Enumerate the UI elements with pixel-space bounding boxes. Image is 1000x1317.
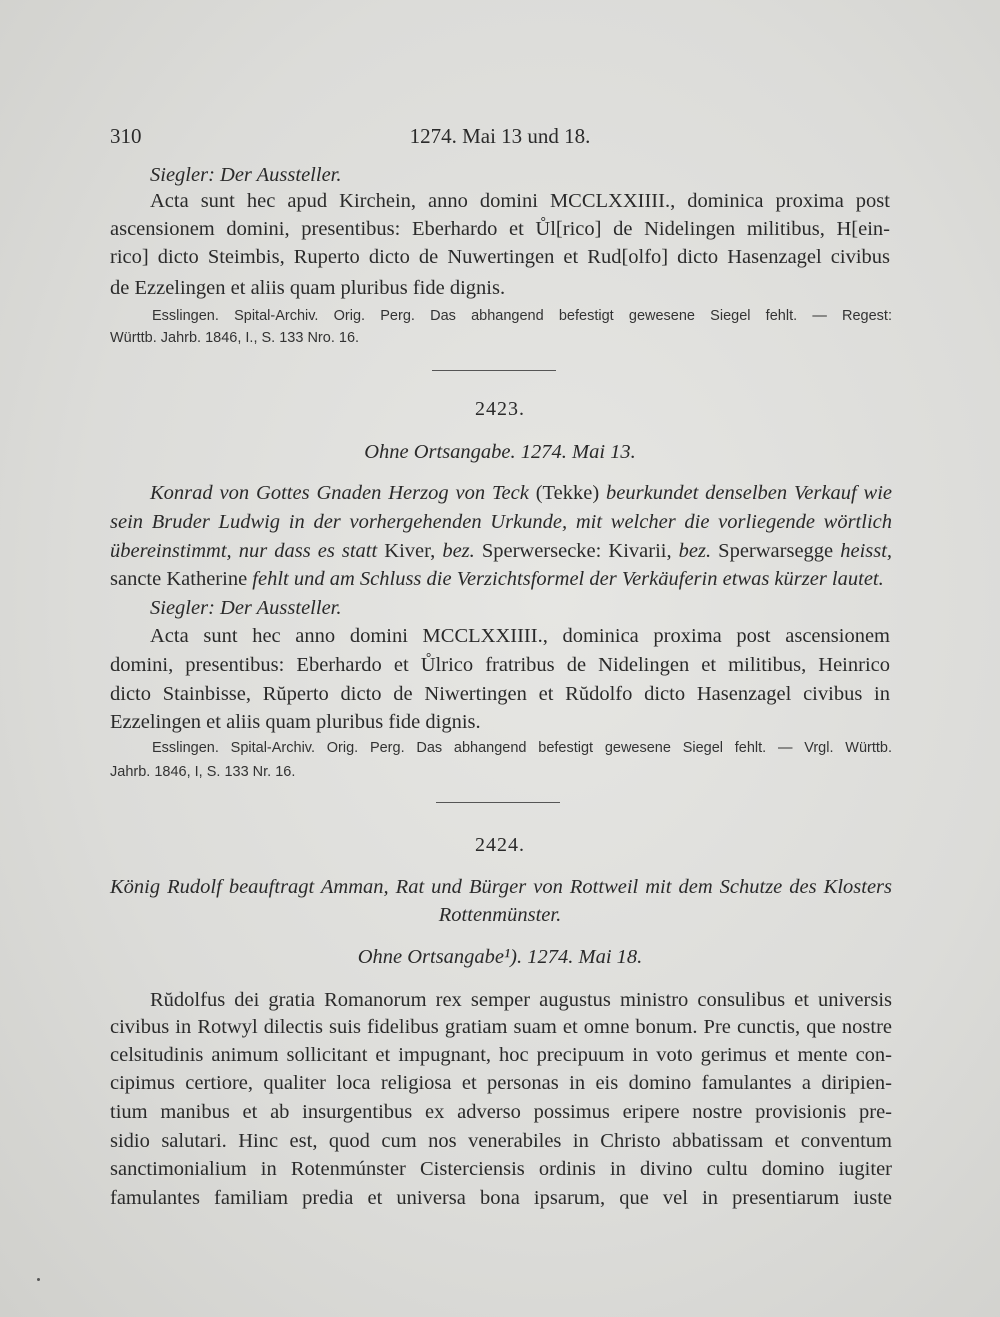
archive-note: Esslingen. Spital-Archiv. Orig. Perg. Das abhangend befestigt gewesene Siegel fehlt. — Regest: bbox=[152, 308, 892, 324]
italic-run: übereinstimmt, nur dass es statt bbox=[110, 540, 385, 562]
archive-note: Esslingen. Spital-Archiv. Orig. Perg. Das abhangend befestigt gewesene Siegel fehlt. — Vrgl. Württb. bbox=[152, 740, 892, 756]
text-line: cipimus certiore, qualiter loca religiosa et personas in eis domino famulantes a diripien- bbox=[110, 1072, 892, 1094]
document-number: 2423. bbox=[475, 398, 525, 420]
section-divider bbox=[436, 802, 560, 803]
summary-line bbox=[150, 482, 892, 505]
text-line: Rŭdolfus dei gratia Romanorum rex semper augustus ministro consulibus et universis bbox=[150, 989, 892, 1011]
text-line: sanctimonialium in Rotenmúnster Cisterciensis ordinis in divino cultu domino iugiter bbox=[110, 1158, 892, 1180]
section-divider bbox=[432, 370, 556, 371]
italic-run: heisst, bbox=[840, 540, 893, 562]
text-line: famulantes familiam predia et universa bona ipsarum, que vel in presentiarum iuste bbox=[110, 1187, 892, 1209]
text-line: Acta sunt hec anno domini MCCLXXIIII., dominica proxima post ascensionem bbox=[150, 625, 890, 647]
text-line: civibus in Rotwyl dilectis suis fidelibus gratiam suam et omne bonum. Pre cunctis, que nostre bbox=[110, 1016, 892, 1038]
text-line: sidio salutari. Hinc est, quod cum nos venerabiles in Christo abbatissam et conventum bbox=[110, 1130, 892, 1152]
page-number: 310 bbox=[110, 124, 142, 148]
siegler-line: Siegler: Der Aussteller. bbox=[150, 597, 342, 619]
italic-run: fehlt und am Schluss die Verzichtsformel der Verkäuferin etwas kürzer lautet. bbox=[252, 568, 884, 590]
running-title: 1274. Mai 13 und 18. bbox=[409, 124, 591, 148]
text-line: celsitudinis animum sollicitant et impugnant, hoc precipuum in voto gerimus et mente con- bbox=[110, 1044, 892, 1066]
text-line: Acta sunt hec apud Kirchein, anno domini MCCLXXIIII., dominica proxima post bbox=[150, 190, 890, 212]
roman-run: (Tekke) bbox=[535, 482, 607, 504]
summary-line bbox=[110, 511, 892, 534]
page-speck bbox=[37, 1278, 40, 1281]
italic-run: bez. bbox=[442, 540, 482, 562]
italic-run: sein Bruder Ludwig in der vorhergehenden Urkunde, mit welcher die vorliegende wörtlich bbox=[110, 511, 892, 533]
summary-line bbox=[110, 540, 892, 563]
italic-run: beurkundet denselben Verkauf wie bbox=[606, 482, 893, 504]
text-line: Ezzelingen et aliis quam pluribus fide dignis. bbox=[110, 711, 481, 733]
roman-run: Sperwersecke: Kivarii, bbox=[481, 540, 679, 562]
text-line: ascensionem domini, presentibus: Eberhardo et Ůl[rico] de Nidelingen militibus, H[ein- bbox=[110, 218, 890, 240]
italic-run: bez. bbox=[678, 540, 719, 562]
summary-line bbox=[110, 568, 892, 591]
archive-note: Württb. Jahrb. 1846, I., S. 133 Nro. 16. bbox=[110, 330, 360, 346]
text-line: tium manibus et ab insurgentibus ex adverso possimus eripere nostre provisionis pre- bbox=[110, 1101, 892, 1123]
dateline: Ohne Ortsangabe¹). 1274. Mai 18. bbox=[357, 946, 643, 968]
dateline: Ohne Ortsangabe. 1274. Mai 13. bbox=[364, 441, 636, 463]
text-line: domini, presentibus: Eberhardo et Ůlrico fratribus de Nidelingen et militibus, Heinrico bbox=[110, 654, 890, 676]
text-line: rico] dicto Steimbis, Ruperto dicto de Nuwertingen et Rud[olfo] dicto Hasenzagel civibus bbox=[110, 246, 890, 268]
text-line: dicto Stainbisse, Rŭperto dicto de Niwertingen et Rŭdolfo dicto Hasenzagel civibus in bbox=[110, 683, 890, 705]
archive-note: Jahrb. 1846, I, S. 133 Nr. 16. bbox=[110, 764, 296, 780]
text-line: de Ezzelingen et aliis quam pluribus fide dignis. bbox=[110, 277, 506, 299]
document-number: 2424. bbox=[475, 834, 525, 856]
siegler-line: Siegler: Der Aussteller. bbox=[150, 164, 342, 186]
roman-run: Sperwarsegge bbox=[718, 540, 841, 562]
roman-run: sancte Katherine bbox=[110, 568, 253, 590]
summary-line: Rottenmünster. bbox=[438, 904, 562, 926]
roman-run: Kiver, bbox=[384, 540, 443, 562]
summary-line: König Rudolf beauftragt Amman, Rat und Bürger von Rottweil mit dem Schutze des Klosters bbox=[110, 876, 892, 898]
italic-run: Konrad von Gottes Gnaden Herzog von Teck bbox=[150, 482, 536, 504]
